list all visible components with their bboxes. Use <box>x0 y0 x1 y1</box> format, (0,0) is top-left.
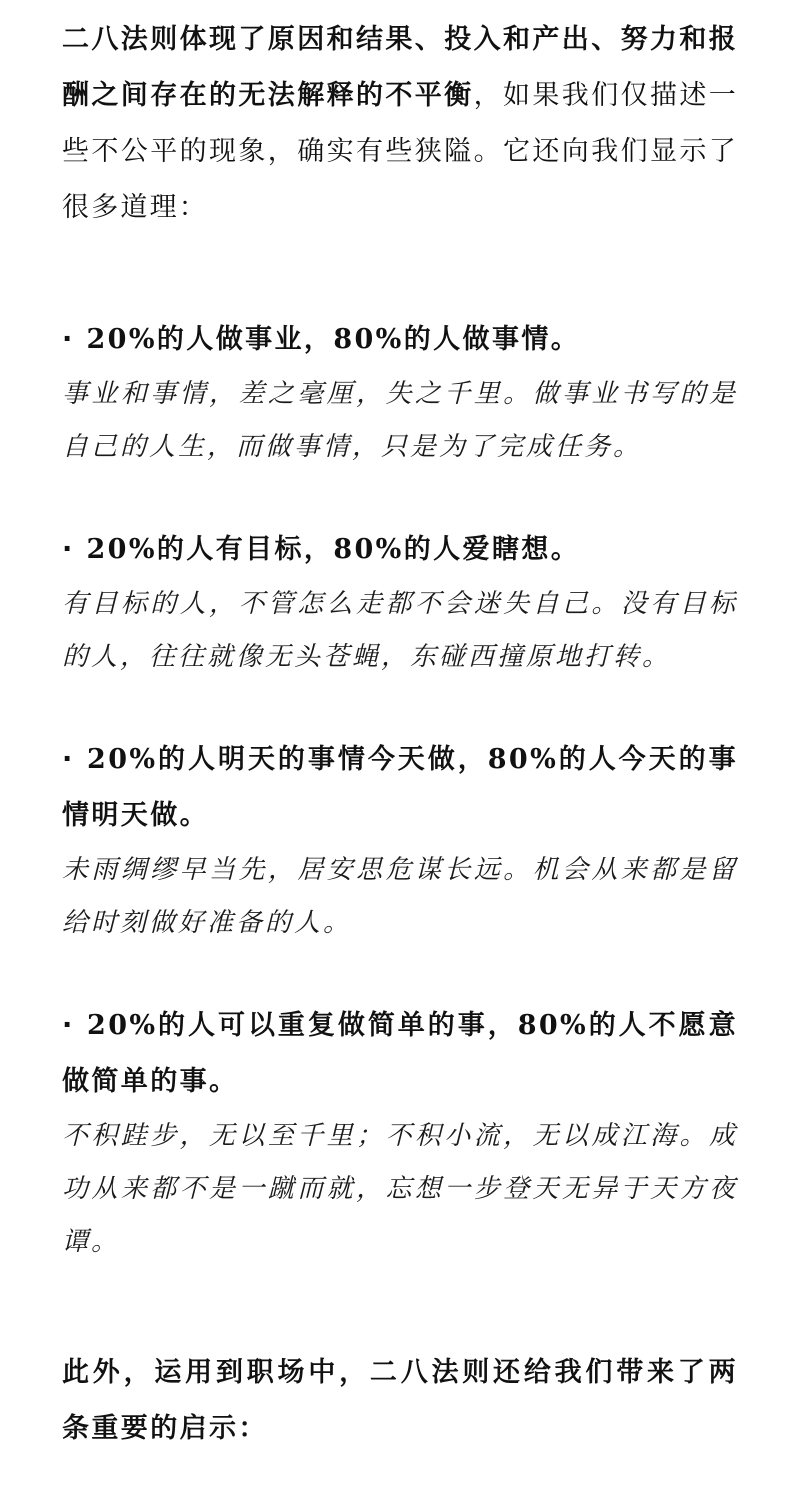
point-heading <box>62 998 738 1110</box>
point-body: 不积跬步，无以至千里；不积小流，无以成江海。成功从来都不是一蹴而就，忘想一步登天无异于天方夜谭。 <box>62 1121 738 1257</box>
heading-text-a: 的人做事业， <box>156 324 334 355</box>
percent-b: 80% <box>333 324 404 355</box>
bullet-dot: · <box>62 744 88 775</box>
point-heading <box>62 312 738 368</box>
heading-text-b: 的人今天的事情明天做。 <box>62 744 738 831</box>
intro-normal-text: ，如果我们仅描述一些不公平的现象，确实有些狭隘。它还向我们显示了很多道理： <box>62 80 738 223</box>
point-body: 有目标的人，不管怎么走都不会迷失自己。没有目标的人，往往就像无头苍蝇，东碰西撞原地打转。 <box>62 589 738 672</box>
percent-a: 20% <box>86 534 157 565</box>
percent-a: 20% <box>86 324 157 355</box>
percent-a: 20% <box>87 1010 158 1041</box>
bullet-dot: · <box>62 324 87 355</box>
percent-b: 80% <box>517 1010 589 1041</box>
outro-paragraph: 此外，运用到职场中，二八法则还给我们带来了两条重要的启示： <box>62 1357 738 1444</box>
point-section-3 <box>62 732 738 950</box>
heading-text-b: 的人不愿意做简单的事。 <box>62 1010 738 1097</box>
point-heading <box>62 522 738 578</box>
intro-bold-text: 二八法则体现了原因和结果、投入和产出、努力和报酬之间存在的无法解释的不平衡 <box>62 24 738 111</box>
point-section-4 <box>62 998 738 1269</box>
heading-text-a: 的人明天的事情今天做， <box>157 744 488 775</box>
percent-a: 20% <box>87 744 158 775</box>
heading-text-b: 的人做事情。 <box>403 324 581 355</box>
bullet-dot: · <box>62 534 87 565</box>
intro-paragraph <box>62 12 738 236</box>
percent-b: 80% <box>333 534 404 565</box>
point-heading <box>62 732 738 844</box>
percent-b: 80% <box>487 744 559 775</box>
point-body: 未雨绸缪早当先，居安思危谋长远。机会从来都是留给时刻做好准备的人。 <box>62 855 738 938</box>
heading-text-a: 的人可以重复做简单的事， <box>157 1010 518 1041</box>
bullet-dot: · <box>62 1010 88 1041</box>
point-section-1 <box>62 312 738 474</box>
heading-text-b: 的人爱瞎想。 <box>403 534 581 565</box>
heading-text-a: 的人有目标， <box>156 534 334 565</box>
point-body: 事业和事情，差之毫厘，失之千里。做事业书写的是自己的人生，而做事情，只是为了完成任务。 <box>62 379 738 462</box>
point-section-2 <box>62 522 738 684</box>
